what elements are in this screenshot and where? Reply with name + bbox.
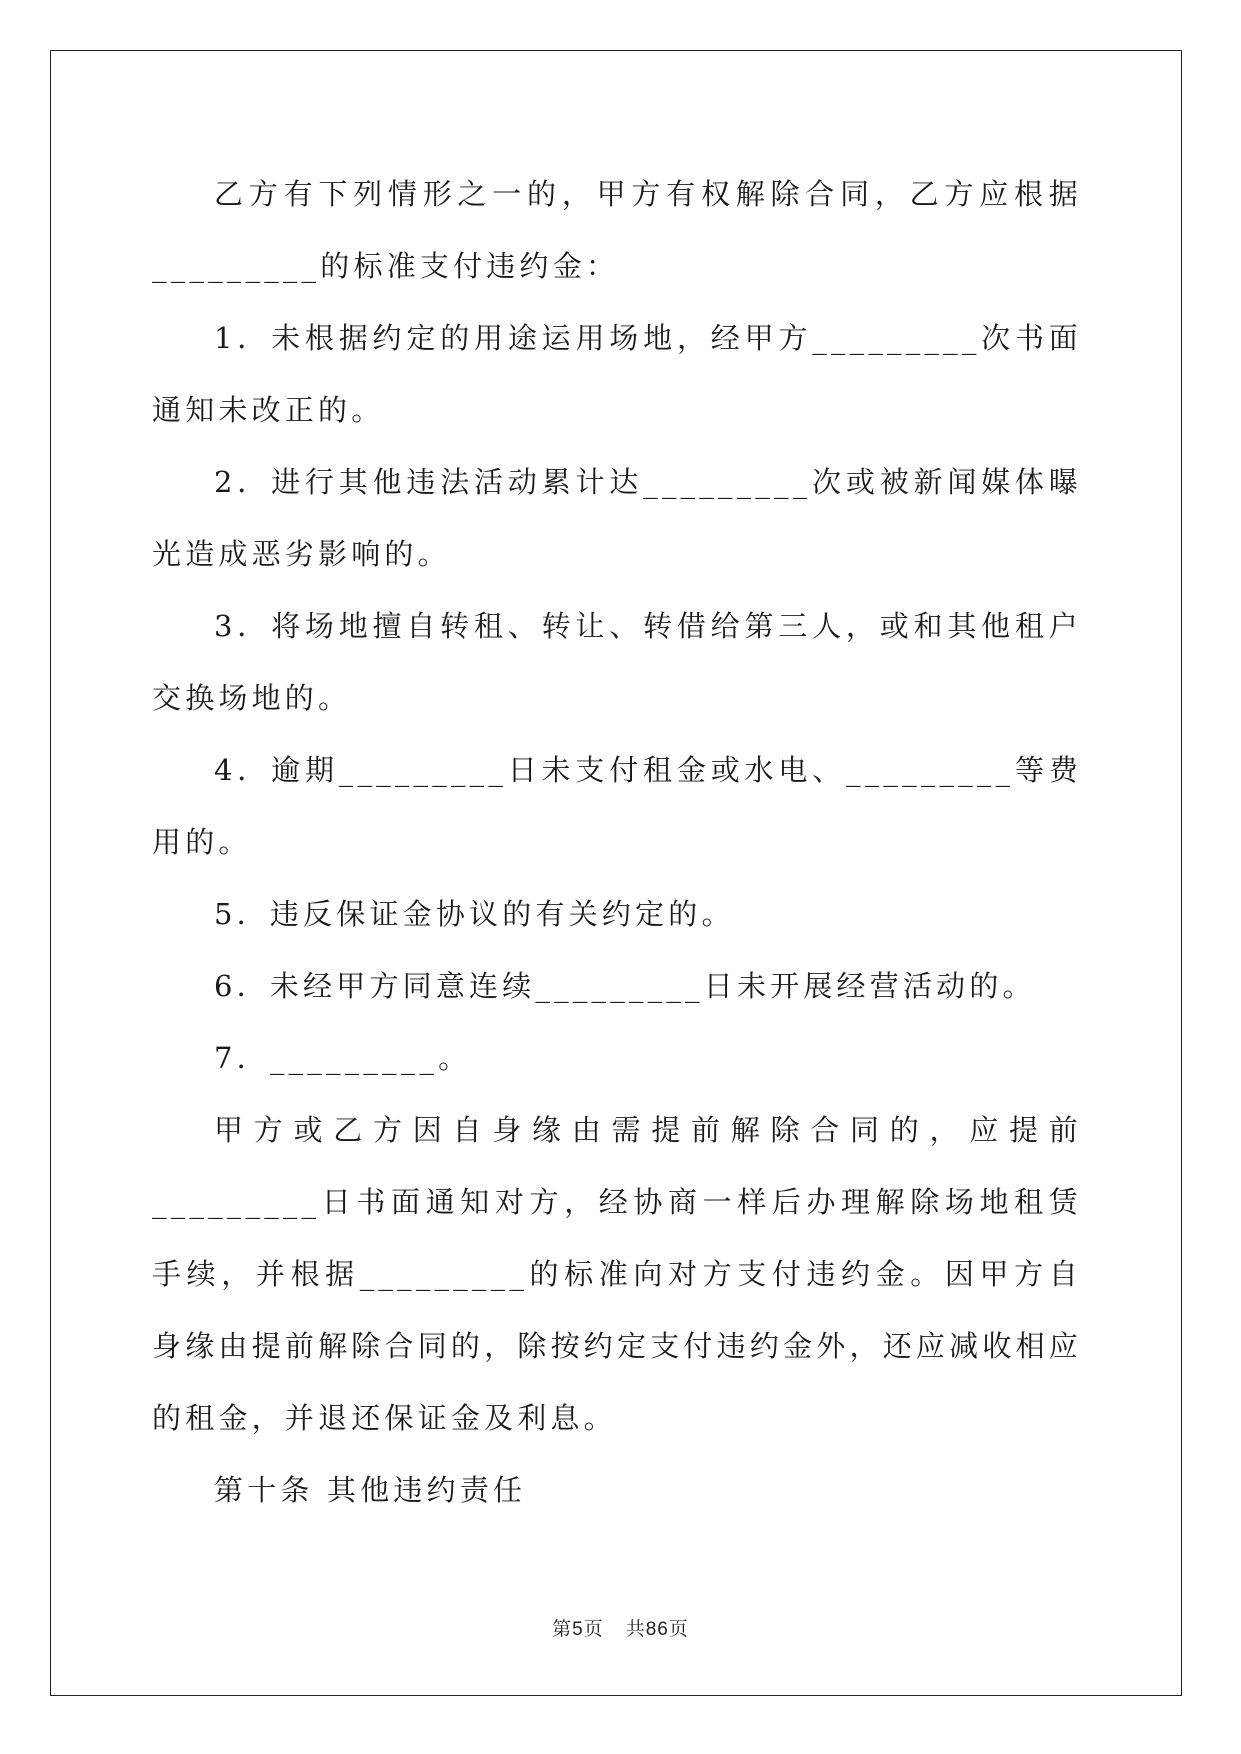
paragraph-early-termination: 甲方或乙方因自身缘由需提前解除合同的，应提前_________日书面通知对方，经协商一样后办理解除场地租赁手续，并根据_________的标准向对方支付违约金。因甲方自身缘由提前解除合同的，除按约定支付违约金外，还应减收相应的租金，并退还保证金及利息。 xyxy=(152,1113,1082,1435)
document-body xyxy=(152,158,1082,1526)
paragraph-terms-intro: 乙方有下列情形之一的，甲方有权解除合同，乙方应根据_________的标准支付违约金： xyxy=(152,177,1082,283)
page-footer xyxy=(0,1614,1241,1641)
list-item-4: 4．逾期_________日未支付租金或水电、_________等费用的。 xyxy=(152,753,1082,859)
list-item-1: 1．未根据约定的用途运用场地，经甲方_________次书面通知未改正的。 xyxy=(152,321,1082,427)
list-item-7: 7．_________。 xyxy=(214,1041,472,1075)
page-number: 第5页 xyxy=(552,1619,604,1640)
list-item-3: 3．将场地擅自转租、转让、转借给第三人，或和其他租户交换场地的。 xyxy=(152,609,1082,715)
list-item-2: 2．进行其他违法活动累计达_________次或被新闻媒体曝光造成恶劣影响的。 xyxy=(152,465,1082,571)
list-item-5: 5．违反保证金协议的有关约定的。 xyxy=(214,897,735,931)
section-heading: 第十条 其他违约责任 xyxy=(214,1473,527,1507)
page-total: 共86页 xyxy=(625,1619,689,1640)
list-item-6: 6．未经甲方同意连续_________日未开展经营活动的。 xyxy=(214,969,1036,1003)
